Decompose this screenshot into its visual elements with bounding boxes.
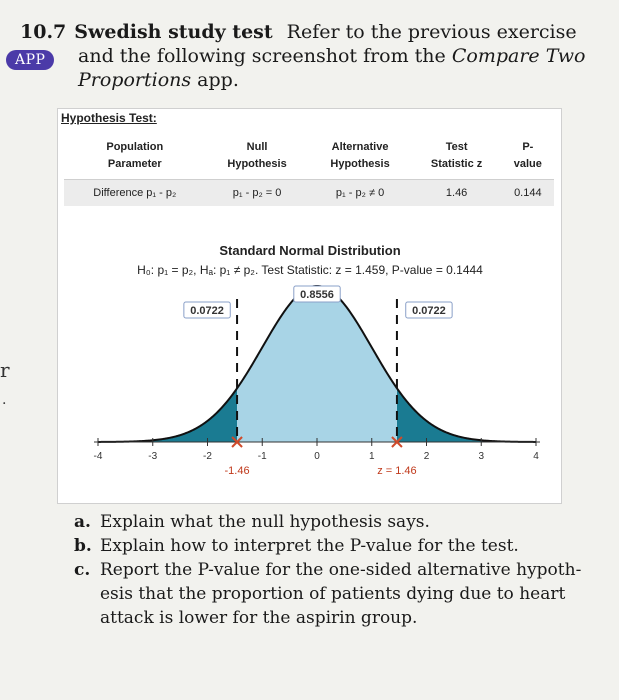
app-name-part1: Compare Two [451, 45, 586, 67]
cell-statistic: 1.46 [412, 180, 502, 207]
x-tick-label: -1 [257, 451, 267, 462]
x-tick-label: -4 [93, 451, 103, 462]
problem-line-2 [20, 44, 610, 68]
question-b: b. Explain how to interpret the P-value for the test. [74, 536, 519, 556]
line2-text: and the following screenshot from the [78, 45, 452, 67]
line3-text: app. [191, 69, 239, 91]
problem-intro: Refer to the previous exercise [286, 21, 577, 43]
cell-null: p₁ - p₂ = 0 [206, 180, 309, 207]
center-area [237, 286, 397, 442]
problem-line-3 [20, 68, 610, 92]
plot-area [94, 286, 540, 477]
left-tail-area [98, 388, 237, 442]
x-tick-label: 2 [423, 451, 430, 462]
questions-list [74, 510, 614, 630]
chart-title: Standard Normal Distribution [219, 243, 401, 258]
right-critical-label: z = 1.46 [377, 465, 417, 477]
normal-distribution-chart [58, 229, 561, 501]
problem-number: 10.7 [20, 21, 67, 43]
margin-mark: r [0, 358, 10, 382]
hypothesis-test-table [64, 131, 554, 206]
cell-parameter: Difference p₁ - p₂ [64, 180, 206, 207]
left-critical-label: -1.46 [224, 465, 250, 477]
header-null: Null Hypothesis [206, 131, 309, 180]
question-a: a. Explain what the null hypothesis says. [74, 512, 430, 532]
x-tick-label: 1 [368, 451, 375, 462]
chart-subtitle: H₀: p₁ = p₂, Hₐ: p₁ ≠ p₂. Test Statistic: z = 1.459, P-value = 0.1444 [137, 263, 483, 277]
app-screenshot-panel [57, 108, 562, 504]
x-tick-label: 0 [314, 451, 320, 462]
x-tick-label: -2 [203, 451, 212, 462]
left-tail-label-value: 0.0722 [190, 305, 224, 317]
header-parameter: Population Parameter [64, 131, 206, 180]
x-tick-label: 4 [533, 451, 539, 462]
right-tail-label-value: 0.0722 [412, 305, 446, 317]
center-area-label-value: 0.8556 [300, 289, 334, 301]
app-name-part2: Proportions [78, 69, 192, 91]
header-alternative: Alternative Hypothesis [309, 131, 412, 180]
cell-pvalue: 0.144 [502, 180, 554, 207]
question-c: c. Report the P-value for the one-sided alternative hypoth-esis that the proportion of patients dying due to heart attack is lower for the aspirin group. [74, 560, 582, 628]
app-badge: APP [6, 50, 54, 70]
cell-alternative: p₁ - p₂ ≠ 0 [309, 180, 412, 207]
problem-title: Swedish study test [74, 21, 273, 43]
header-pvalue: P- value [502, 131, 554, 180]
x-tick-label: -3 [148, 451, 158, 462]
header-statistic: Test Statistic z [412, 131, 502, 180]
x-tick-label: 3 [478, 451, 485, 462]
right-tail-area [397, 388, 536, 442]
table-row [64, 180, 554, 207]
hypothesis-test-label: Hypothesis Test: [61, 111, 157, 125]
table-header-row [64, 131, 554, 180]
problem-statement [20, 20, 610, 92]
margin-dot: . [2, 392, 7, 408]
